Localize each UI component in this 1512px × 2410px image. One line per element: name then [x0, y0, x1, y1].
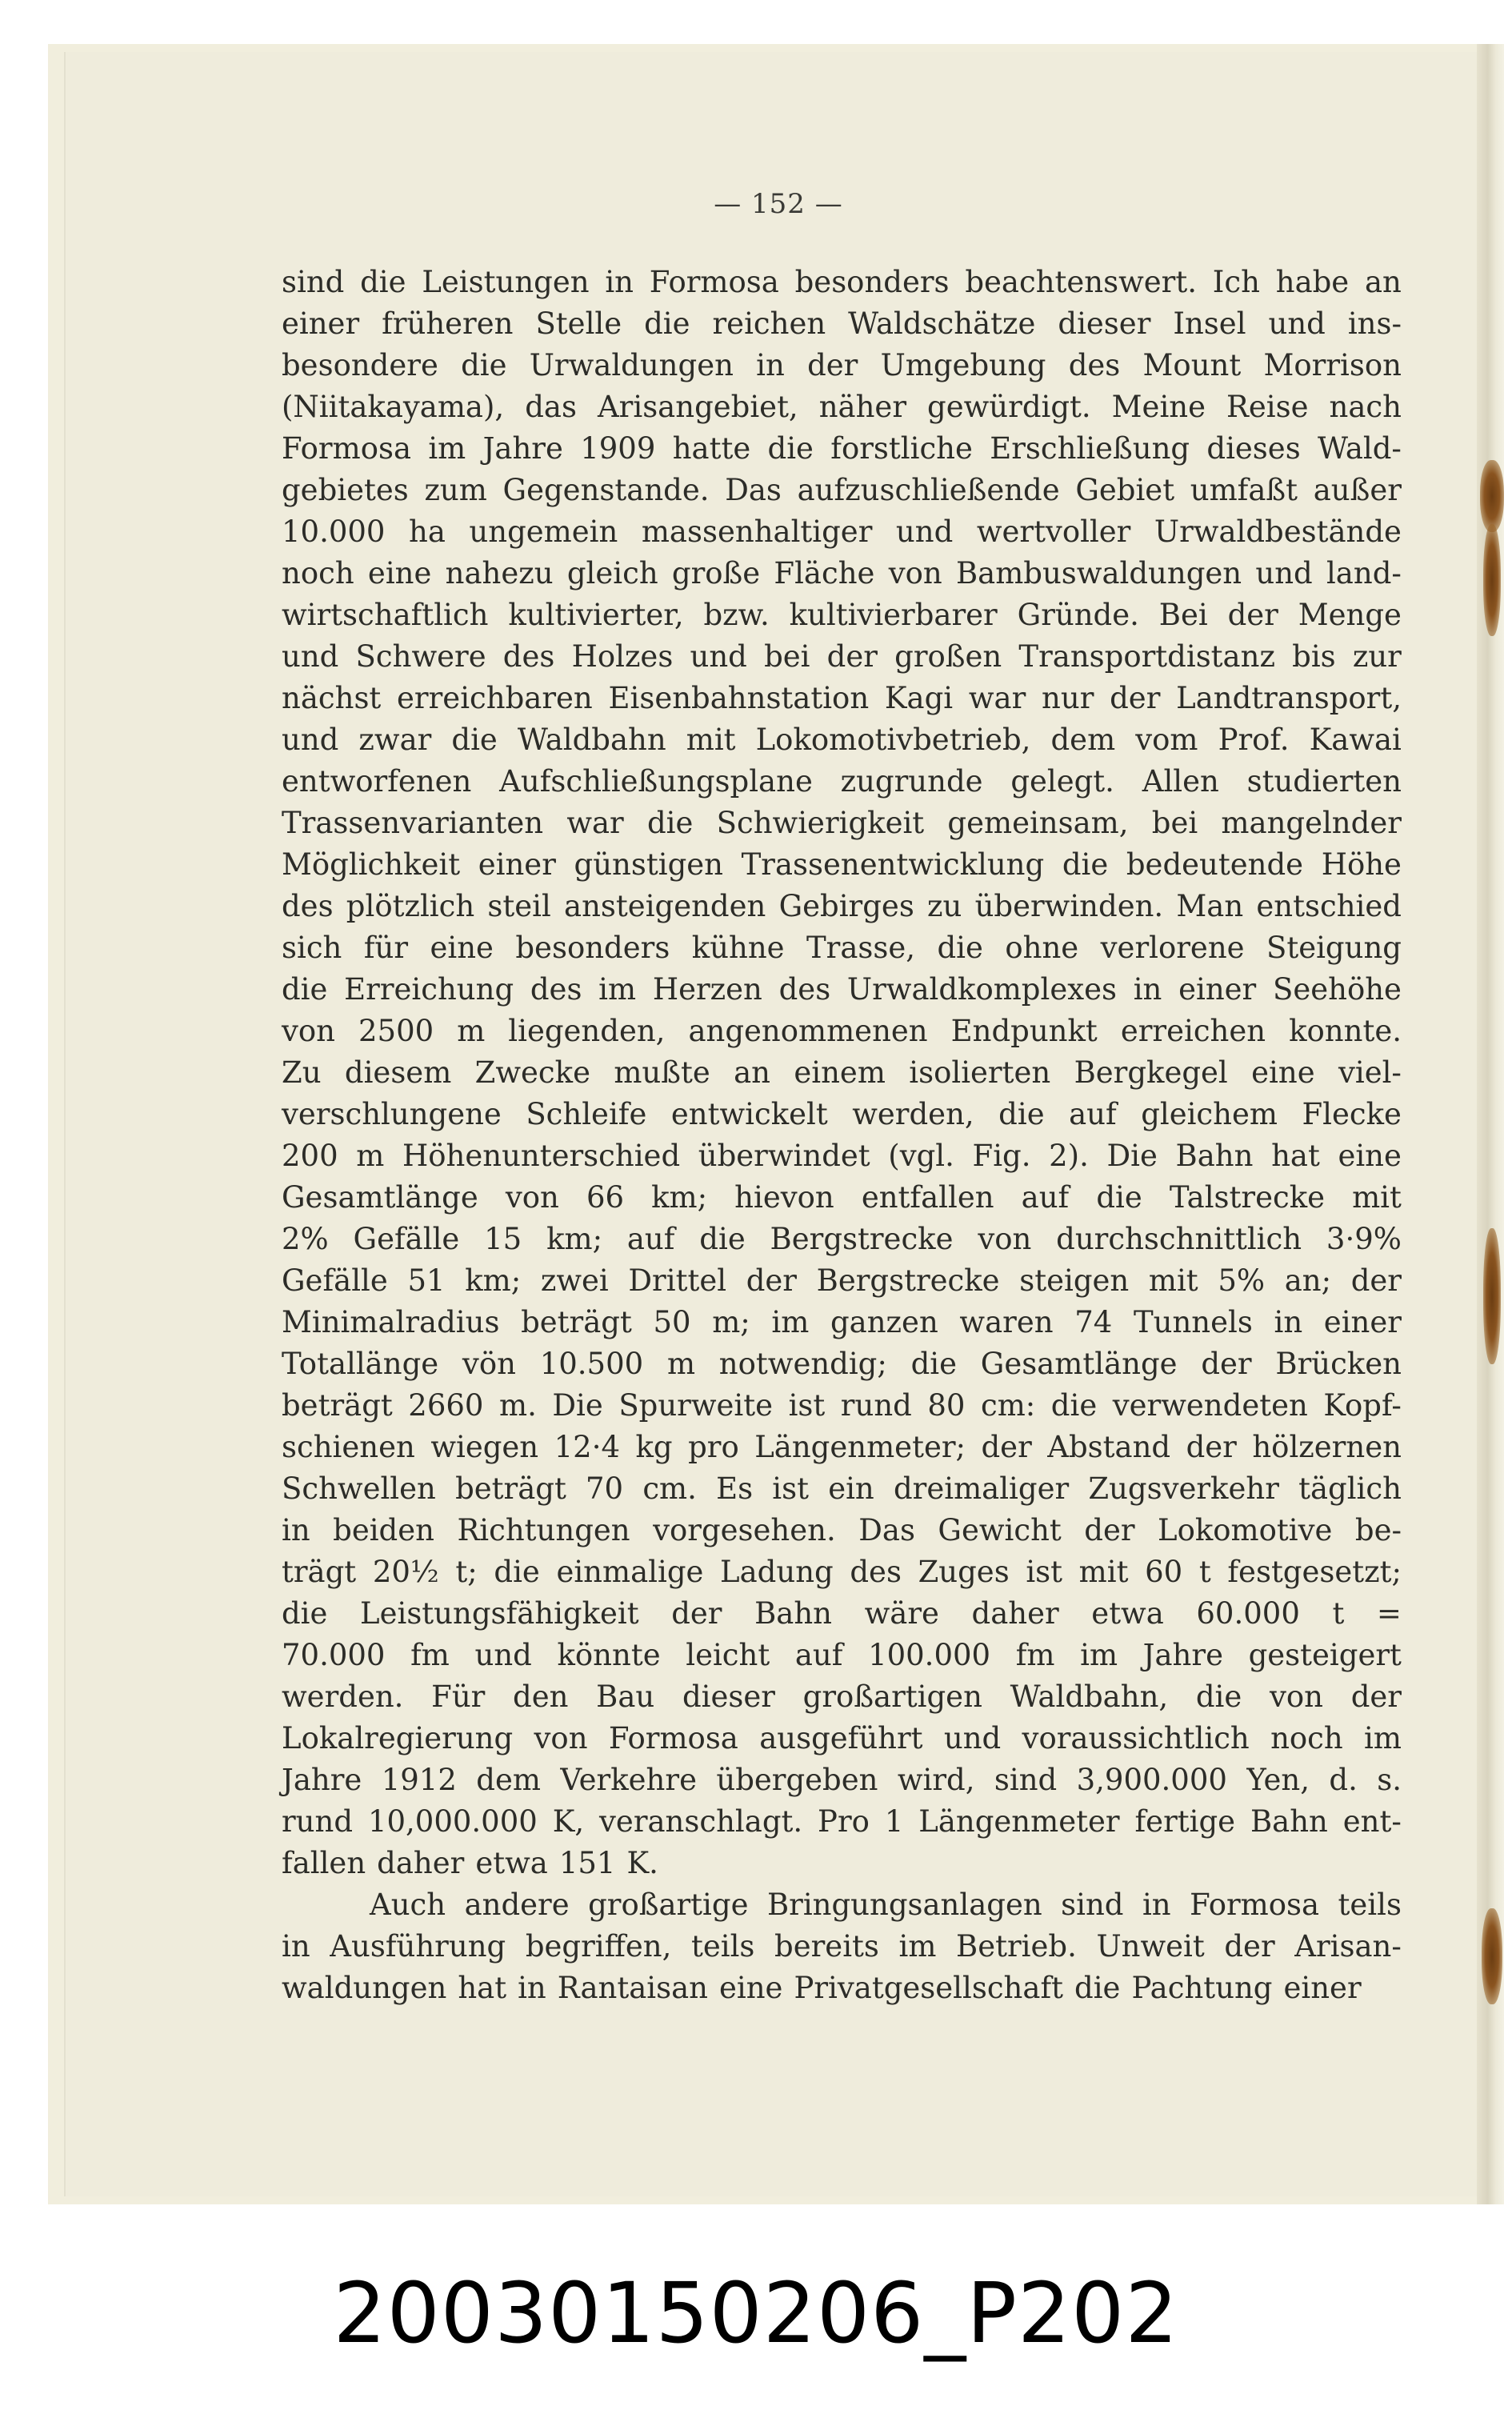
text-line: gebietes zum Gegenstande. Das aufzuschließende Gebiet umfaßt außer — [282, 473, 1402, 507]
text-line: Auch andere großartige Bringungsanlagen sind in Formosa teils — [370, 1888, 1402, 1922]
text-line: einer früheren Stelle die reichen Waldschätze dieser Insel und ins- — [282, 306, 1402, 341]
text-line: Minimalradius beträgt 50 m; im ganzen waren 74 Tunnels in einer — [282, 1305, 1402, 1339]
rust-stain — [1483, 1228, 1501, 1364]
text-line: in Ausführung begriffen, teils bereits im Betrieb. Unweit der Arisan- — [282, 1929, 1402, 1964]
text-line: trägt 20½ t; die einmalige Ladung des Zuges ist mit 60 t festgesetzt; — [282, 1555, 1402, 1589]
text-line: in beiden Richtungen vorgesehen. Das Gewicht der Lokomotive be- — [282, 1513, 1402, 1547]
text-line: 70.000 fm und könnte leicht auf 100.000 fm im Jahre gesteigert — [282, 1638, 1402, 1672]
text-line: und zwar die Waldbahn mit Lokomotivbetrieb, dem vom Prof. Kawai — [282, 723, 1402, 757]
text-line: sind die Leistungen in Formosa besonders beachtenswert. Ich habe an — [282, 265, 1402, 299]
text-line: beträgt 2660 m. Die Spurweite ist rund 80 cm: die verwendeten Kopf- — [282, 1388, 1402, 1423]
text-line: noch eine nahezu gleich große Fläche von Bambuswaldungen und land- — [282, 556, 1402, 590]
text-line: und Schwere des Holzes und bei der großen Transportdistanz bis zur — [282, 639, 1402, 674]
text-line: Schwellen beträgt 70 cm. Es ist ein dreimaliger Zugsverkehr täglich — [282, 1471, 1402, 1506]
text-line: werden. Für den Bau dieser großartigen Waldbahn, die von der — [282, 1679, 1402, 1714]
text-line: Trassenvarianten war die Schwierigkeit gemeinsam, bei mangelnder — [282, 806, 1402, 840]
rust-stain — [1482, 1908, 1502, 2004]
text-line: nächst erreichbaren Eisenbahnstation Kagi war nur der Landtransport, — [282, 681, 1402, 715]
text-line: 2% Gefälle 15 km; auf die Bergstrecke von durchschnittlich 3·9% — [282, 1222, 1402, 1256]
text-line: 200 m Höhenunterschied überwindet (vgl. Fig. 2). Die Bahn hat eine — [282, 1139, 1402, 1173]
rust-stain — [1483, 524, 1501, 636]
text-line: verschlungene Schleife entwickelt werden, die auf gleichem Flecke — [282, 1097, 1402, 1131]
text-line: Möglichkeit einer günstigen Trassenentwicklung die bedeutende Höhe — [282, 847, 1402, 882]
text-line: Gefälle 51 km; zwei Drittel der Bergstrecke steigen mit 5% an; der — [282, 1263, 1402, 1298]
text-line: besondere die Urwaldungen in der Umgebung des Mount Morrison — [282, 348, 1402, 382]
rust-stain — [1480, 460, 1504, 532]
text-line: Formosa im Jahre 1909 hatte die forstliche Erschließung dieses Wald- — [282, 431, 1402, 466]
text-line: von 2500 m liegenden, angenommenen Endpunkt erreichen konnte. — [282, 1014, 1402, 1048]
text-line: schienen wiegen 12·4 kg pro Längenmeter; der Abstand der hölzernen — [282, 1430, 1402, 1464]
page-number: — 152 — — [714, 188, 843, 220]
text-line: Jahre 1912 dem Verkehre übergeben wird, sind 3,900.000 Yen, d. s. — [282, 1763, 1402, 1797]
text-line: Lokalregierung von Formosa ausgeführt und voraussichtlich noch im — [282, 1721, 1402, 1755]
text-line: entworfenen Aufschließungsplane zugrunde gelegt. Allen studierten — [282, 764, 1402, 799]
page-edge — [1477, 44, 1504, 2204]
page-sheet — [64, 52, 1494, 2196]
text-line: fallen daher etwa 151 K. — [282, 1846, 658, 1880]
image-id-caption: 20030150206_P202 — [333, 2264, 1179, 2362]
text-line: wirtschaftlich kultivierter, bzw. kultivierbarer Gründe. Bei der Menge — [282, 598, 1402, 632]
scanned-page — [48, 44, 1504, 2204]
text-line: die Leistungsfähigkeit der Bahn wäre daher etwa 60.000 t = — [282, 1596, 1402, 1631]
text-line: 10.000 ha ungemein massenhaltiger und wertvoller Urwaldbestände — [282, 514, 1402, 549]
text-line: waldungen hat in Rantaisan eine Privatgesellschaft die Pachtung einer — [282, 1971, 1362, 2005]
text-line: sich für eine besonders kühne Trasse, die ohne verlorene Steigung — [282, 931, 1402, 965]
text-line: Totallänge vön 10.500 m notwendig; die Gesamtlänge der Brücken — [282, 1347, 1402, 1381]
text-line: Zu diesem Zwecke mußte an einem isolierten Bergkegel eine viel- — [282, 1055, 1402, 1090]
text-line: des plötzlich steil ansteigenden Gebirges zu überwinden. Man entschied — [282, 889, 1402, 923]
body-text — [282, 262, 1402, 2009]
text-line: rund 10,000.000 K, veranschlagt. Pro 1 Längenmeter fertige Bahn ent- — [282, 1804, 1402, 1839]
text-line: (Niitakayama), das Arisangebiet, näher gewürdigt. Meine Reise nach — [282, 390, 1402, 424]
text-line: die Erreichung des im Herzen des Urwaldkomplexes in einer Seehöhe — [282, 972, 1402, 1007]
text-line: Gesamtlänge von 66 km; hievon entfallen auf die Talstrecke mit — [282, 1180, 1402, 1215]
